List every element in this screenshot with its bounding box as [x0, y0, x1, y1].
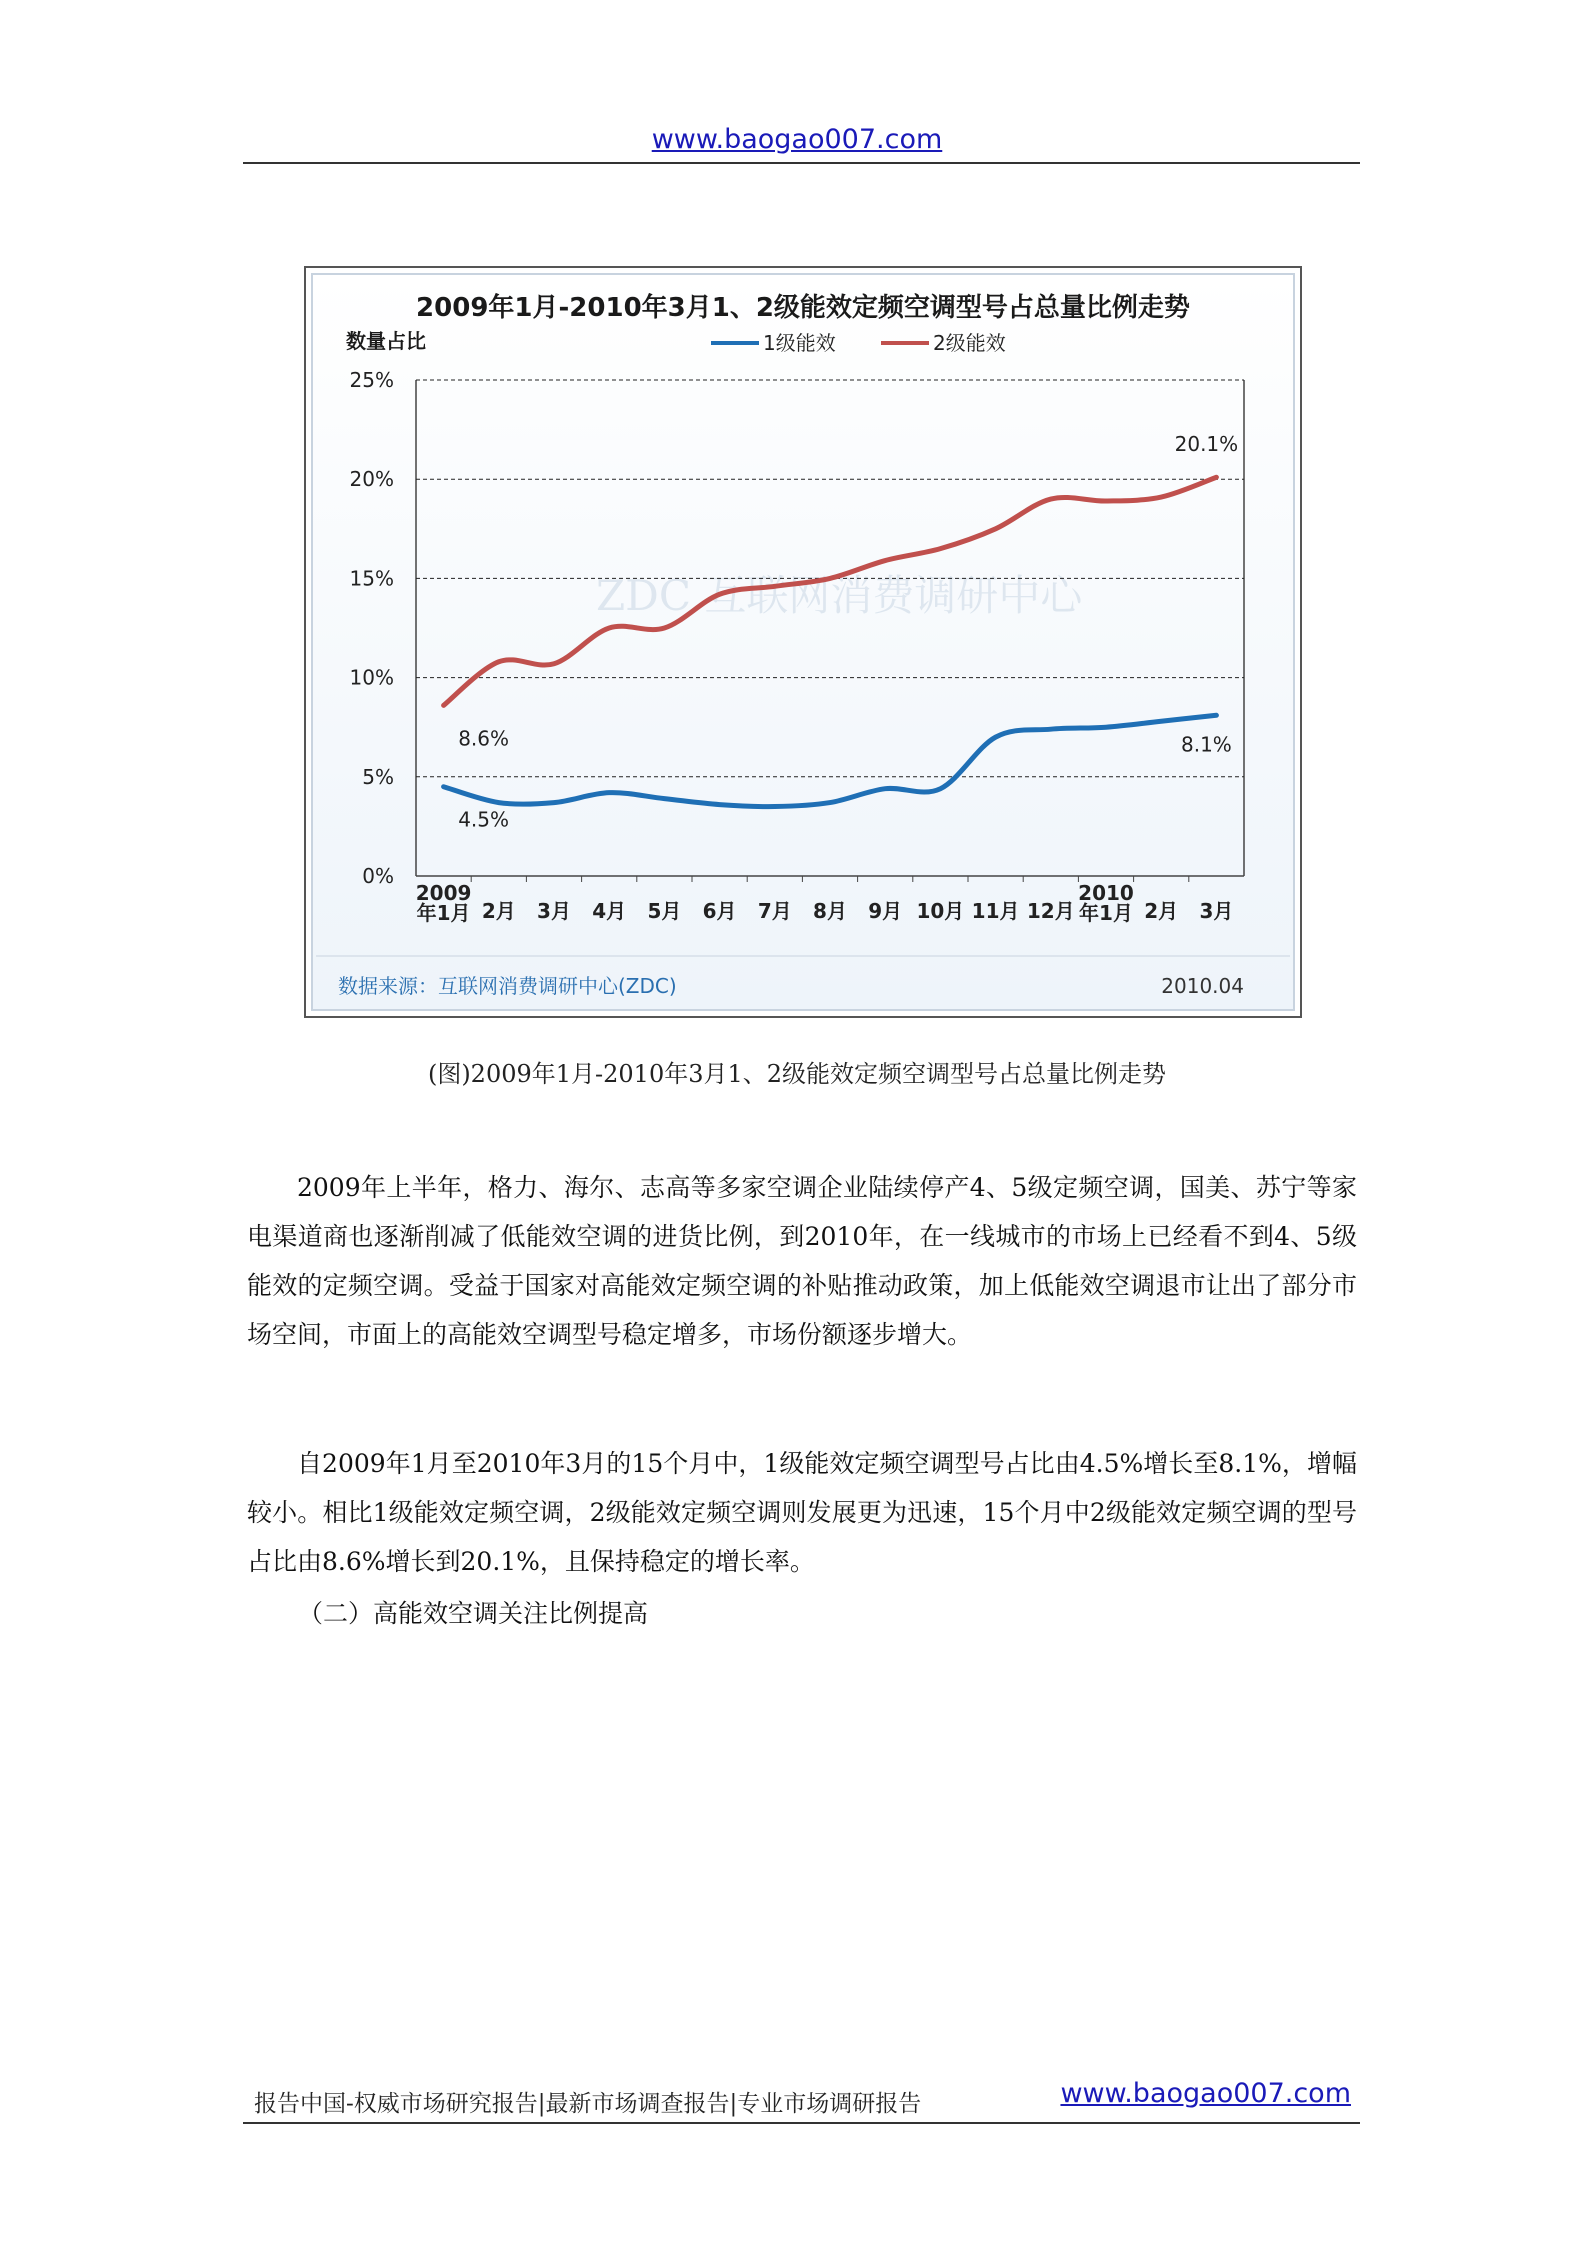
- y-tick-label: 10%: [349, 665, 394, 690]
- paragraph-2: 自2009年1月至2010年3月的15个月中，1级能效定频空调型号占比由4.5%增长至8.1%，增幅较小。相比1级能效定频空调，2级能效定频空调则发展更为迅速，15个月中2级能效定频空调的型号占比由8.6%增长到20.1%，且保持稳定的增长率。: [247, 1449, 1357, 1576]
- x-tick-label: 10月: [916, 899, 965, 923]
- x-tick-label: 11月: [971, 899, 1020, 923]
- chart-figure: [304, 266, 1302, 1018]
- footer-rule: [243, 2122, 1360, 2124]
- chart-title: 2009年1月-2010年3月1、2级能效定频空调型号占总量比例走势: [416, 293, 1190, 323]
- series-2-start-label: 8.6%: [458, 726, 510, 751]
- y-tick-label: 25%: [349, 368, 394, 392]
- x-tick-label: 8月: [813, 899, 847, 923]
- x-tick-label: 3月: [537, 899, 571, 923]
- chart-source: 数据来源：互联网消费调研中心(ZDC): [338, 974, 677, 998]
- legend-label-2: 2级能效: [933, 331, 1006, 355]
- section-subheading: （二）高能效空调关注比例提高: [298, 1599, 649, 1628]
- legend-label-1: 1级能效: [763, 331, 836, 355]
- y-axis-label: 数量占比: [346, 329, 426, 353]
- series-1-end-label: 8.1%: [1180, 732, 1232, 757]
- x-tick-label: 2月: [1144, 899, 1179, 923]
- x-tick-label: 2009 年1月: [415, 881, 472, 925]
- footer-text: 报告中国-权威市场研究报告|最新市场调查报告|专业市场调研报告: [254, 2091, 922, 2117]
- y-tick-label: 15%: [349, 566, 394, 591]
- header-site-link[interactable]: www.baogao007.com: [651, 124, 943, 155]
- x-tick-label: 12月: [1026, 899, 1075, 923]
- chart-date: 2010.04: [1161, 974, 1244, 998]
- line-chart: [306, 268, 1300, 1016]
- header-rule: [243, 162, 1360, 164]
- x-tick-label: 7月: [757, 899, 792, 923]
- footer-site-link[interactable]: www.baogao007.com: [1060, 2078, 1351, 2109]
- chart-watermark: ZDC 互联网消费调研中心: [596, 571, 1083, 620]
- x-tick-label: 2月: [481, 899, 516, 923]
- x-tick-label: 2010 年1月: [1078, 881, 1134, 925]
- x-tick-label: 5月: [647, 899, 682, 923]
- figure-caption: (图)2009年1月-2010年3月1、2级能效定频空调型号占总量比例走势: [427, 1060, 1167, 1088]
- series-1-start-label: 4.5%: [458, 807, 510, 832]
- x-tick-label: 4月: [592, 899, 627, 923]
- series-2-end-label: 20.1%: [1174, 432, 1239, 457]
- paragraph-1: 2009年上半年，格力、海尔、志高等多家空调企业陆续停产4、5级定频空调，国美、苏宁等家电渠道商也逐渐削减了低能效空调的进货比例，到2010年，在一线城市的市场上已经看不到4、5级能效的定频空调。受益于国家对高能效定频空调的补贴推动政策，加上低能效空调退市让出了部分市场空间，市面上的高能效空调型号稳定增多，市场份额逐步增大。: [247, 1173, 1357, 1349]
- y-tick-label: 20%: [349, 467, 394, 492]
- y-tick-label: 0%: [362, 864, 394, 888]
- x-tick-label: 9月: [868, 899, 903, 923]
- x-tick-label: 6月: [702, 899, 737, 923]
- x-tick-label: 3月: [1199, 899, 1234, 923]
- y-tick-label: 5%: [362, 764, 394, 789]
